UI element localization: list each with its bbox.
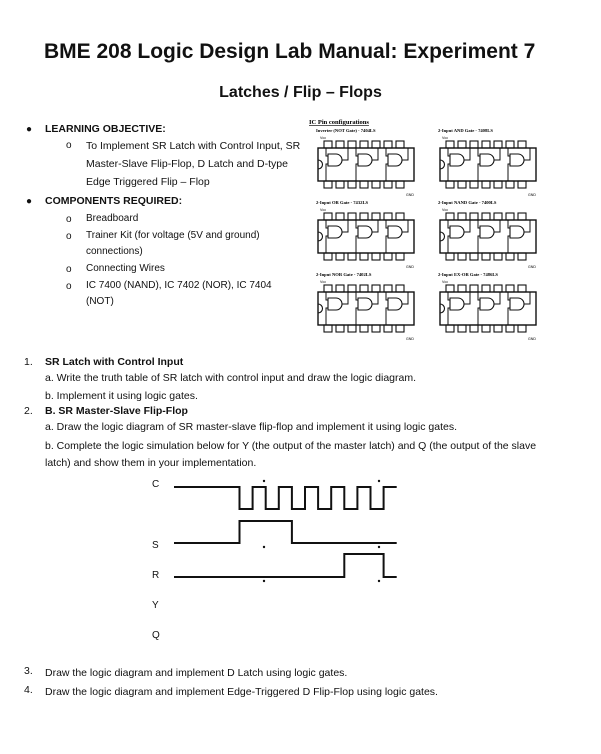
gate-wire xyxy=(508,148,530,181)
component-item: Trainer Kit (for voltage (5V and ground) connections) xyxy=(86,230,260,257)
signal-label-s: S xyxy=(152,540,159,551)
ic-pin xyxy=(494,181,502,188)
ic-pin xyxy=(494,285,502,292)
ic-pin xyxy=(458,325,466,332)
gate-wire xyxy=(386,220,408,253)
ic-pin xyxy=(384,141,392,148)
ic-pin xyxy=(494,253,502,260)
vcc-label: Vcc xyxy=(320,280,326,284)
ic-pin xyxy=(470,253,478,260)
ic-pin xyxy=(458,213,466,220)
timing-marker xyxy=(378,480,380,482)
ic-pin xyxy=(372,141,380,148)
ic-pin xyxy=(518,285,526,292)
ic-pin xyxy=(336,285,344,292)
gate-symbol xyxy=(480,226,494,238)
ic-pin xyxy=(348,253,356,260)
signal-label-y: Y xyxy=(152,600,159,611)
gnd-label: GND xyxy=(406,337,414,341)
timing-marker xyxy=(263,480,265,482)
ic-pin xyxy=(384,325,392,332)
gate-wire xyxy=(356,148,378,181)
ic-pin xyxy=(482,213,490,220)
ic-pin xyxy=(482,141,490,148)
gate-wire xyxy=(356,220,378,253)
ic-pin xyxy=(446,141,454,148)
ic-pin xyxy=(396,213,404,220)
gate-symbol xyxy=(358,226,372,238)
ic-pin xyxy=(518,141,526,148)
ic-pin xyxy=(360,181,368,188)
task-heading: SR Latch with Control Input xyxy=(45,356,184,368)
ic-pin xyxy=(324,325,332,332)
gate-symbol xyxy=(480,154,494,166)
gnd-label: GND xyxy=(406,265,414,269)
ic-label: 2-Input AND Gate - 7408LS xyxy=(438,128,493,133)
ic-pin xyxy=(348,213,356,220)
vcc-label: Vcc xyxy=(320,136,326,140)
gate-wire xyxy=(356,292,378,325)
gnd-label: GND xyxy=(528,337,536,341)
ic-pin xyxy=(482,253,490,260)
ic-pin xyxy=(470,285,478,292)
gate-symbol xyxy=(388,298,402,310)
gate-symbol xyxy=(358,298,372,310)
gate-wire xyxy=(386,148,408,181)
gate-symbol xyxy=(510,154,524,166)
gate-symbol xyxy=(328,154,342,166)
ic-label: Inverter (NOT Gate) - 7404LS xyxy=(316,128,376,133)
gate-wire xyxy=(478,292,500,325)
gate-wire xyxy=(448,220,470,253)
sub-bullet: o xyxy=(66,264,72,275)
ic-pin xyxy=(324,285,332,292)
gate-wire xyxy=(508,292,530,325)
gate-symbol xyxy=(388,154,402,166)
gate-wire xyxy=(478,148,500,181)
ic-pin xyxy=(384,181,392,188)
ic-pin xyxy=(324,181,332,188)
gate-wire xyxy=(386,292,408,325)
ic-pin xyxy=(384,213,392,220)
ic-pin xyxy=(336,141,344,148)
gate-symbol xyxy=(450,154,464,166)
ic-pin xyxy=(372,325,380,332)
ic-pin xyxy=(518,325,526,332)
ic-pin xyxy=(458,285,466,292)
ic-pin xyxy=(396,181,404,188)
gate-symbol xyxy=(328,226,342,238)
ic-pin xyxy=(360,325,368,332)
sub-bullet: o xyxy=(66,140,72,151)
ic-pin xyxy=(372,181,380,188)
task-text: Draw the logic diagram and implement D Latch using logic gates. xyxy=(45,667,348,679)
ic-pin xyxy=(348,325,356,332)
ic-chip xyxy=(438,272,536,341)
ic-pin xyxy=(384,285,392,292)
ic-label: 2-Input OR Gate - 7432LS xyxy=(316,200,369,205)
gate-wire xyxy=(326,220,348,253)
ic-pin xyxy=(372,213,380,220)
gate-symbol xyxy=(480,298,494,310)
gate-wire xyxy=(448,148,470,181)
ic-pin xyxy=(506,213,514,220)
ic-pin xyxy=(396,285,404,292)
sub-bullet: o xyxy=(66,281,72,292)
bullet-objective: ● xyxy=(26,124,33,135)
ic-figure-title: IC Pin configurations xyxy=(309,119,369,126)
task-line: b. Implement it using logic gates. xyxy=(45,390,198,402)
gate-wire xyxy=(478,220,500,253)
component-item: Breadboard xyxy=(86,213,139,224)
gate-symbol xyxy=(450,226,464,238)
ic-pin xyxy=(506,253,514,260)
objective-heading: LEARNING OBJECTIVE: xyxy=(45,123,166,135)
ic-pin xyxy=(518,213,526,220)
ic-pin xyxy=(446,213,454,220)
signal-label-c: C xyxy=(152,479,160,490)
component-item: IC 7400 (NAND), IC 7402 (NOR), IC 7404 (NOT) xyxy=(86,280,272,307)
ic-chip xyxy=(438,128,536,197)
ic-pin xyxy=(458,253,466,260)
ic-pin xyxy=(458,181,466,188)
ic-pin xyxy=(336,253,344,260)
ic-pin xyxy=(506,325,514,332)
ic-pin xyxy=(446,285,454,292)
ic-label: 2-Input EX-OR Gate - 7486LS xyxy=(438,272,498,277)
vcc-label: Vcc xyxy=(320,208,326,212)
ic-pin xyxy=(372,253,380,260)
ic-pin xyxy=(360,253,368,260)
ic-pin xyxy=(458,141,466,148)
gate-symbol xyxy=(358,154,372,166)
ic-chip xyxy=(316,200,414,269)
ic-pin xyxy=(348,181,356,188)
ic-pin xyxy=(506,141,514,148)
waveform-c xyxy=(174,487,397,509)
component-item: Connecting Wires xyxy=(86,263,165,274)
vcc-label: Vcc xyxy=(442,280,448,284)
gate-symbol xyxy=(388,226,402,238)
ic-pin xyxy=(482,181,490,188)
ic-pin xyxy=(494,213,502,220)
ic-pin xyxy=(360,213,368,220)
ic-pin xyxy=(494,325,502,332)
ic-pin xyxy=(506,181,514,188)
ic-pin xyxy=(372,285,380,292)
timing-marker xyxy=(263,546,265,548)
ic-pin xyxy=(336,213,344,220)
ic-pin xyxy=(348,285,356,292)
ic-pin xyxy=(446,253,454,260)
sub-bullet: o xyxy=(66,214,72,225)
ic-pin xyxy=(396,325,404,332)
task-text: Draw the logic diagram and implement Edge-Triggered D Flip-Flop using logic gates. xyxy=(45,686,438,698)
ic-pin xyxy=(470,213,478,220)
ic-pin xyxy=(324,213,332,220)
waveform-r xyxy=(174,554,397,577)
ic-pin xyxy=(348,141,356,148)
timing-marker xyxy=(378,546,380,548)
ic-pin xyxy=(336,325,344,332)
ic-pin xyxy=(482,325,490,332)
ic-pin xyxy=(518,181,526,188)
ic-chip xyxy=(438,200,536,269)
page-subtitle: Latches / Flip – Flops xyxy=(219,84,382,101)
waveform-s xyxy=(174,521,397,543)
ic-pin xyxy=(396,141,404,148)
ic-pin xyxy=(482,285,490,292)
ic-pin xyxy=(446,325,454,332)
gnd-label: GND xyxy=(528,265,536,269)
task-number: 1. xyxy=(24,356,33,368)
gnd-label: GND xyxy=(406,193,414,197)
gate-symbol xyxy=(510,226,524,238)
ic-pin xyxy=(470,181,478,188)
ic-pin xyxy=(324,253,332,260)
task-number: 3. xyxy=(24,665,33,677)
ic-pin xyxy=(324,141,332,148)
ic-pin xyxy=(360,141,368,148)
ic-pin xyxy=(506,285,514,292)
task-number: 4. xyxy=(24,684,33,696)
ic-pin xyxy=(336,181,344,188)
timing-marker xyxy=(378,580,380,582)
timing-marker xyxy=(263,580,265,582)
task-line: b. Complete the logic simulation below for Y (the output of the master latch) and Q (the output of the slave latch) and show them in your implementation. xyxy=(45,440,537,469)
vcc-label: Vcc xyxy=(442,136,448,140)
ic-label: 2-Input NAND Gate - 7400LS xyxy=(438,200,497,205)
ic-chip xyxy=(316,128,414,197)
task-line: a. Write the truth table of SR latch with control input and draw the logic diagram. xyxy=(45,372,416,384)
objective-text: To Implement SR Latch with Control Input, SR Master-Slave Flip-Flop, D Latch and D-type Edge Triggered Flip – Flop xyxy=(86,140,301,188)
task-number: 2. xyxy=(24,405,33,417)
ic-label: 2-Input NOR Gate - 7402LS xyxy=(316,272,372,277)
ic-pin xyxy=(494,141,502,148)
signal-label-q: Q xyxy=(152,630,160,641)
gate-symbol xyxy=(450,298,464,310)
ic-pin xyxy=(470,325,478,332)
gate-wire xyxy=(448,292,470,325)
ic-pin xyxy=(360,285,368,292)
gate-wire xyxy=(326,292,348,325)
gate-wire xyxy=(326,148,348,181)
ic-pin xyxy=(470,141,478,148)
vcc-label: Vcc xyxy=(442,208,448,212)
sub-bullet: o xyxy=(66,231,72,242)
ic-pin xyxy=(396,253,404,260)
gnd-label: GND xyxy=(528,193,536,197)
gate-wire xyxy=(508,220,530,253)
ic-pin xyxy=(518,253,526,260)
gate-symbol xyxy=(328,298,342,310)
ic-chip xyxy=(316,272,414,341)
gate-symbol xyxy=(510,298,524,310)
task-heading: B. SR Master-Slave Flip-Flop xyxy=(45,405,188,417)
task-line: a. Draw the logic diagram of SR master-slave flip-flop and implement it using logic gates. xyxy=(45,421,458,433)
signal-label-r: R xyxy=(152,570,160,581)
ic-pin xyxy=(446,181,454,188)
ic-pin xyxy=(384,253,392,260)
components-heading: COMPONENTS REQUIRED: xyxy=(45,195,183,207)
bullet-components: ● xyxy=(26,196,33,207)
ic-pin-config-figure xyxy=(308,118,553,348)
page-title: BME 208 Logic Design Lab Manual: Experiment 7 xyxy=(44,40,536,63)
